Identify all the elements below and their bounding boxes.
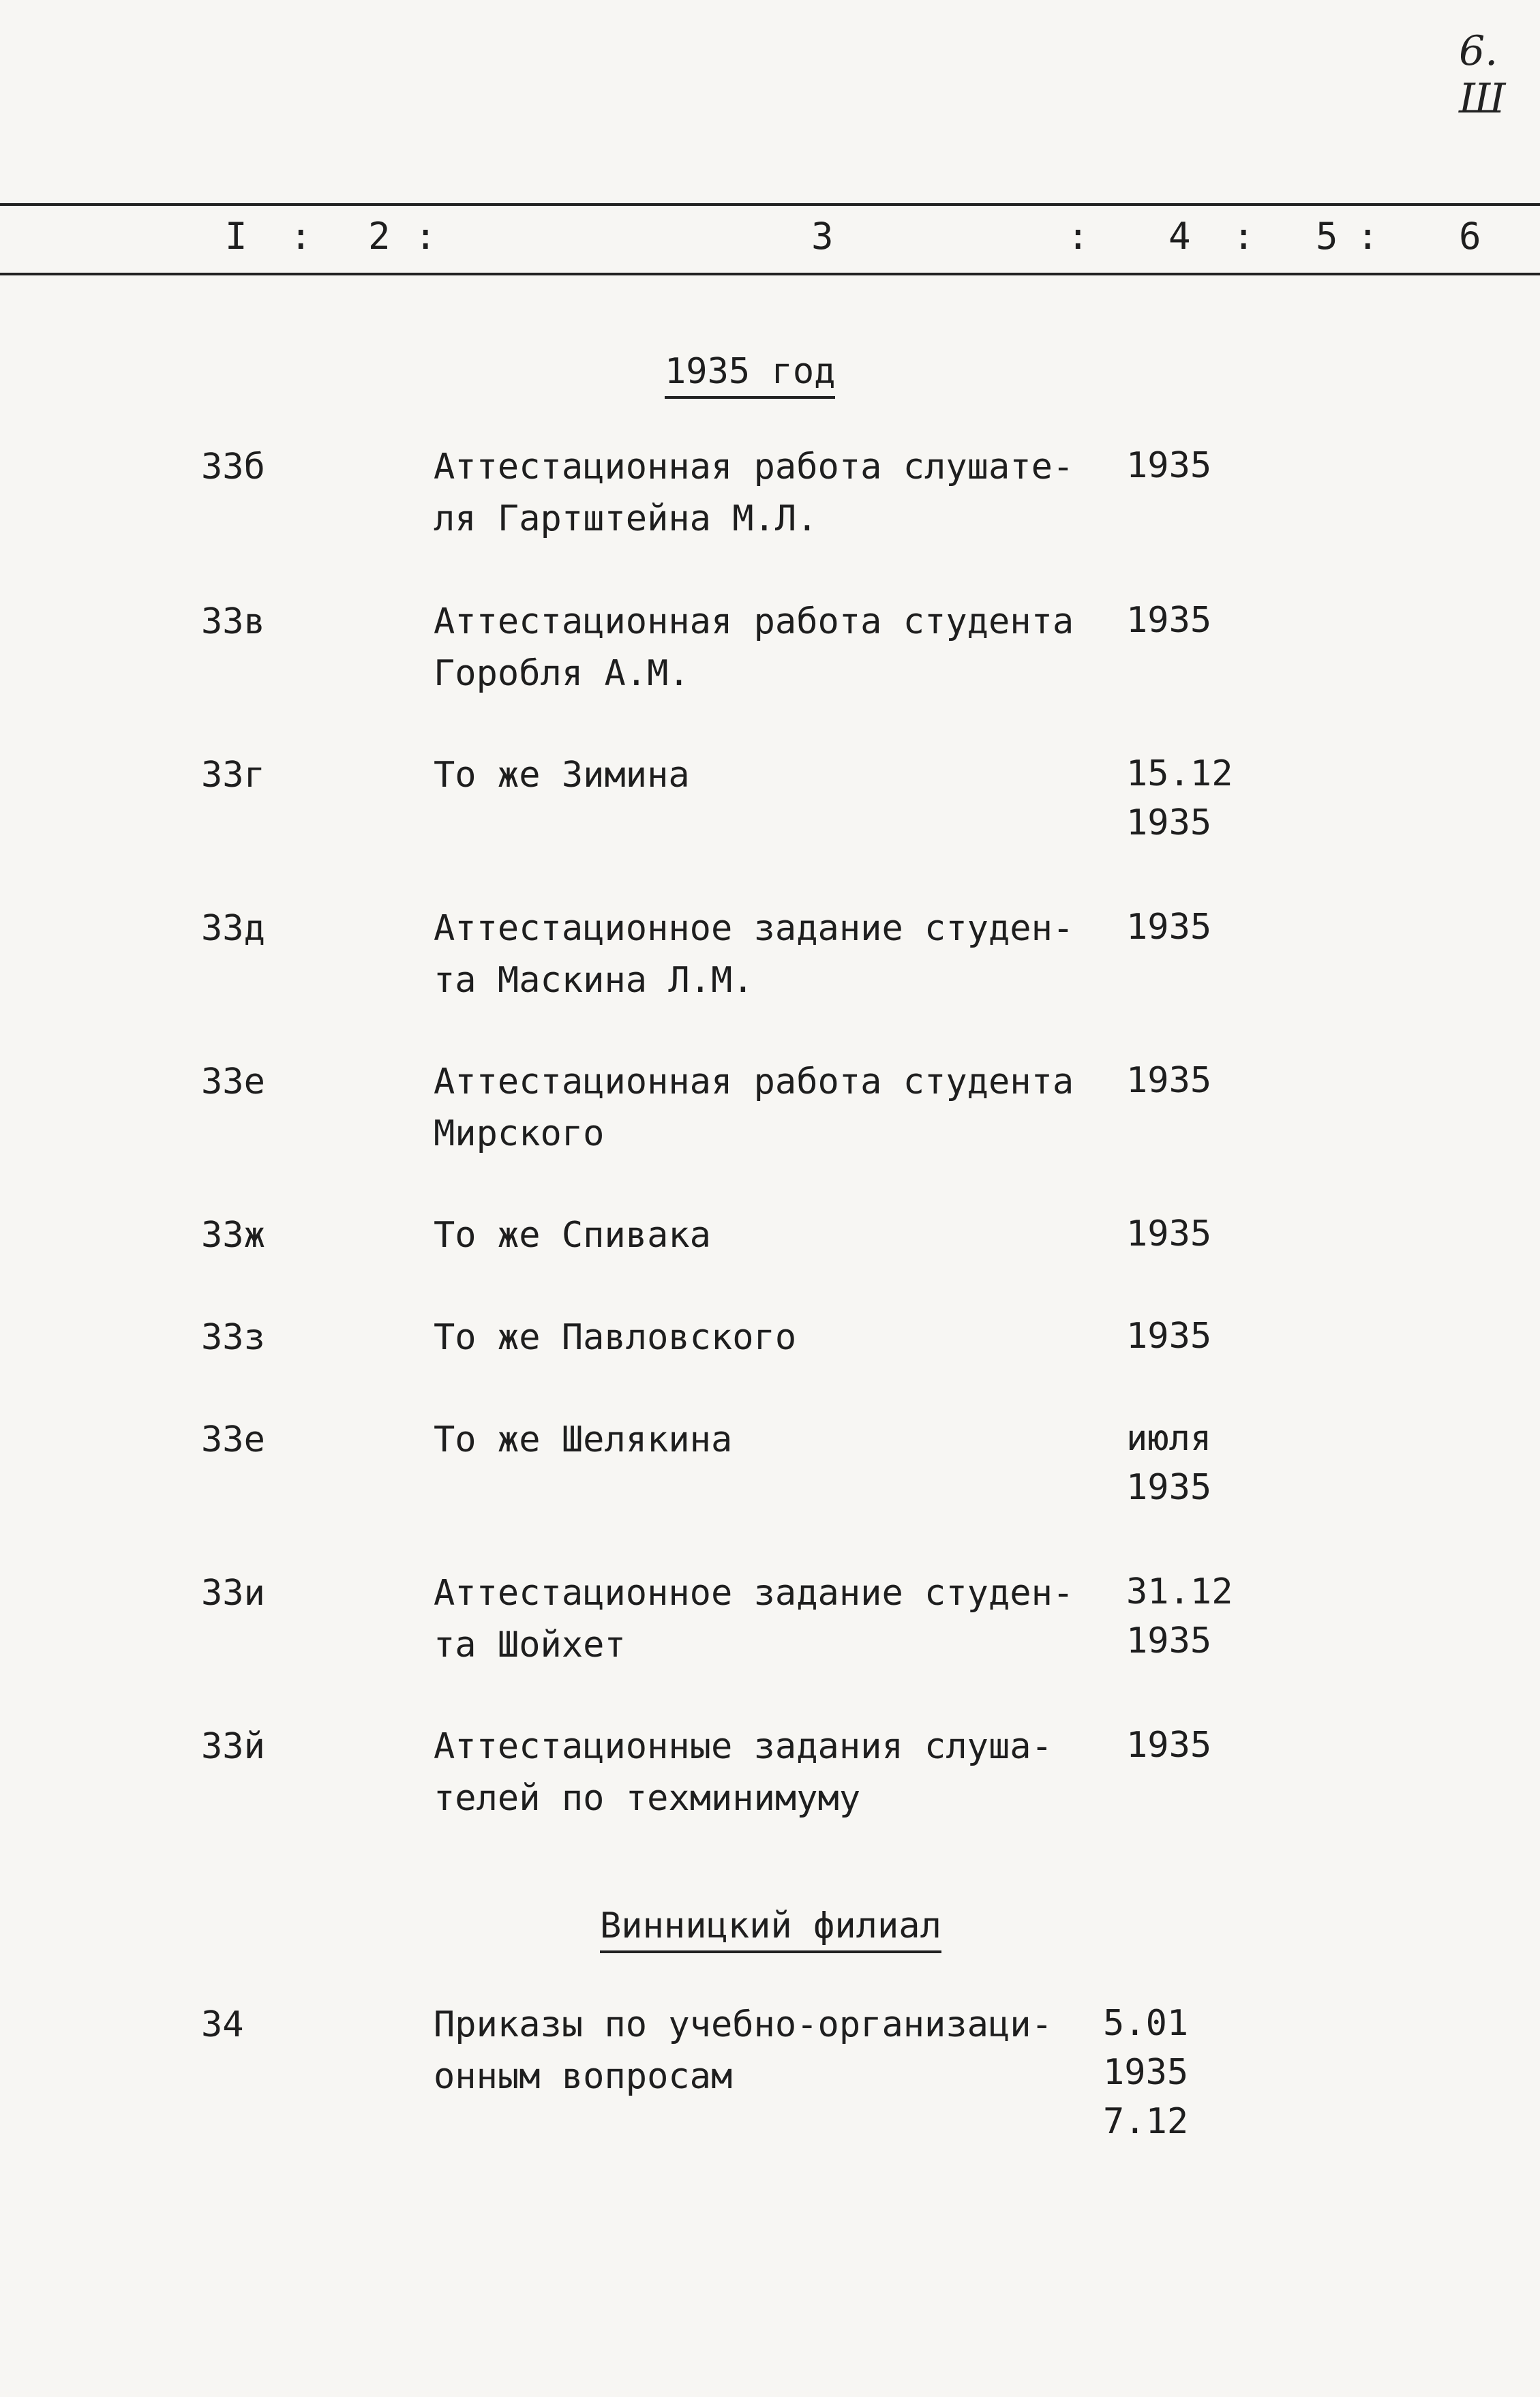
entry-number: 33в: [201, 601, 265, 642]
entry-date: [1126, 1209, 1211, 1258]
column-number-5: 5: [1316, 215, 1338, 258]
description-line: онным вопросам: [434, 2056, 733, 2097]
entry-description: [434, 1721, 1081, 1824]
entry-description: [434, 1567, 1081, 1671]
description-line: Аттестационное задание студен-: [434, 1573, 1074, 1614]
date-line: 1935: [1126, 1316, 1212, 1357]
entry-date: [1126, 1414, 1211, 1512]
entry-description: [434, 1209, 1081, 1261]
date-line: 5.01: [1103, 2003, 1189, 2044]
entry-description: [434, 1056, 1081, 1160]
entry-number: 33з: [201, 1317, 265, 1358]
description-line: То же Павловского: [434, 1317, 797, 1358]
date-line: 15.12: [1126, 753, 1233, 794]
description-line: та Шойхет: [434, 1625, 626, 1665]
entry-description: [434, 596, 1081, 699]
column-number-3: 3: [811, 215, 834, 258]
column-separator: :: [290, 215, 312, 258]
entry-number: 33и: [201, 1573, 265, 1614]
date-line: 1935: [1126, 1213, 1212, 1254]
date-line: 1935: [1126, 445, 1212, 486]
entry-date: [1126, 596, 1211, 645]
entry-number: 33е: [201, 1061, 265, 1102]
entry-number: 33б: [201, 447, 265, 487]
description-line: Аттестационная работа студента: [434, 601, 1074, 642]
entry-date: [1126, 1312, 1211, 1361]
column-separator: :: [1067, 215, 1089, 258]
date-line: 1935: [1126, 1620, 1212, 1661]
description-line: Горобля А.М.: [434, 653, 690, 694]
description-line: Аттестационная работа слушате-: [434, 447, 1074, 487]
entry-date: [1126, 1567, 1233, 1665]
date-line: 1935: [1126, 1060, 1212, 1101]
column-number-2: 2: [368, 215, 391, 258]
entry-number: 33е: [201, 1419, 265, 1460]
date-line: 1935: [1126, 1725, 1212, 1766]
entry-description: [434, 903, 1081, 1006]
entry-number: 33ж: [201, 1215, 265, 1256]
date-line: 1935: [1103, 2052, 1189, 2093]
description-line: Приказы по учебно-организаци-: [434, 2004, 1053, 2045]
entry-description: [434, 441, 1081, 545]
entry-date: [1103, 1999, 1188, 2146]
entry-number: 34: [201, 2004, 244, 2045]
entry-description: [434, 1312, 1081, 1363]
date-line: 1935: [1126, 1467, 1212, 1508]
entry-number: 33д: [201, 908, 265, 949]
description-line: То же Спивака: [434, 1215, 711, 1256]
entry-number: 33г: [201, 755, 265, 796]
date-line: июля: [1126, 1418, 1212, 1459]
header-bottom-rule: [0, 273, 1540, 275]
description-line: Аттестационные задания слуша-: [434, 1726, 1053, 1767]
header-top-rule: [0, 203, 1540, 206]
description-line: ля Гартштейна М.Л.: [434, 498, 818, 539]
entry-date: [1126, 903, 1211, 952]
description-line: Аттестационная работа студента: [434, 1061, 1074, 1102]
date-line: 1935: [1126, 907, 1212, 948]
description-line: та Маскина Л.М.: [434, 960, 754, 1001]
date-line: 1935: [1126, 802, 1212, 843]
section-title: Винницкий филиал: [600, 1905, 941, 1953]
date-line: 1935: [1126, 600, 1212, 641]
column-number-4: 4: [1168, 215, 1191, 258]
entry-description: [434, 749, 1081, 801]
description-line: То же Шелякина: [434, 1419, 733, 1460]
date-line: 7.12: [1103, 2101, 1189, 2142]
entry-number: 33й: [201, 1726, 265, 1767]
description-line: Мирского: [434, 1113, 605, 1154]
page-mark: 6. Ш: [1459, 27, 1506, 123]
description-line: телей по техминимуму: [434, 1778, 861, 1819]
entry-description: [434, 1414, 1081, 1466]
column-separator: :: [1233, 215, 1255, 258]
section-title: 1935 год: [665, 351, 835, 399]
column-number-1: I: [225, 215, 247, 258]
column-separator: :: [414, 215, 437, 258]
description-line: Аттестационное задание студен-: [434, 908, 1074, 949]
entry-date: [1126, 749, 1233, 847]
entry-description: [434, 1999, 1081, 2102]
entry-date: [1126, 441, 1211, 490]
description-line: То же Зимина: [434, 755, 690, 796]
column-separator: :: [1357, 215, 1379, 258]
entry-date: [1126, 1721, 1211, 1770]
date-line: 31.12: [1126, 1571, 1233, 1612]
entry-date: [1126, 1056, 1211, 1105]
column-number-6: 6: [1459, 215, 1481, 258]
